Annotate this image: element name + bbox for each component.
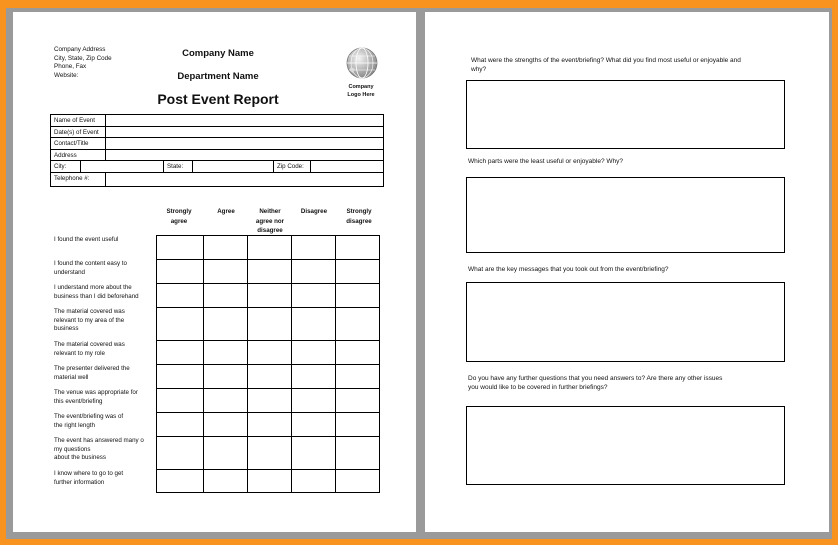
telephone-field[interactable] bbox=[106, 173, 383, 186]
name-of-event-label: Name of Event bbox=[51, 115, 106, 126]
header-strongly-disagree: Strongly disagree bbox=[346, 208, 372, 225]
logo-placeholder-text: Company Logo Here bbox=[347, 84, 375, 98]
header-strongly-agree: Strongly agree bbox=[166, 208, 192, 225]
answer-box-least-useful[interactable] bbox=[466, 177, 785, 253]
contact-label: Contact/Title bbox=[51, 138, 106, 149]
statement-8: The event/briefing was of the right length bbox=[54, 413, 124, 429]
state-label: State: bbox=[163, 161, 192, 172]
statement-3: I understand more about the business than I did beforehand bbox=[54, 284, 139, 300]
question-least-useful: Which parts were the least useful or enjoyable? Why? bbox=[468, 158, 623, 165]
department-name: Department Name bbox=[177, 71, 259, 82]
telephone-label: Telephone #: bbox=[51, 173, 106, 186]
statement-4: The material covered was relevant to my area of the business bbox=[54, 308, 125, 333]
company-address-block bbox=[54, 46, 112, 80]
statement-1: I found the event useful bbox=[54, 236, 119, 243]
zip-field[interactable] bbox=[310, 161, 383, 172]
dates-row bbox=[51, 127, 383, 139]
header-disagree: Disagree bbox=[300, 208, 328, 215]
page-1 bbox=[13, 12, 416, 532]
address-line: City, State, Zip Code bbox=[54, 54, 112, 62]
statement-9: The event has answered many o my questions about the business bbox=[54, 437, 144, 462]
header-agree: Agree bbox=[217, 208, 235, 215]
question-strengths: What were the strengths of the event/briefing? What did you find most useful or enjoyable and why? bbox=[471, 57, 741, 73]
rating-grid[interactable] bbox=[156, 235, 380, 493]
dates-field[interactable] bbox=[106, 127, 383, 138]
zip-label: Zip Code: bbox=[273, 161, 310, 172]
telephone-row bbox=[51, 173, 383, 186]
statement-5: The material covered was relevant to my role bbox=[54, 341, 125, 357]
report-title: Post Event Report bbox=[157, 91, 279, 107]
contact-field[interactable] bbox=[106, 138, 383, 149]
statement-10: I know where to go to get further information bbox=[54, 470, 124, 486]
name-of-event-row bbox=[51, 115, 383, 127]
globe-logo-icon bbox=[346, 47, 378, 79]
dates-label: Date(s) of Event bbox=[51, 127, 106, 138]
address-line: Phone, Fax bbox=[54, 63, 87, 71]
address-field[interactable] bbox=[106, 150, 383, 161]
question-key-messages: What are the key messages that you took out from the event/briefing? bbox=[468, 266, 669, 273]
statement-7: The venue was appropriate for this event/briefing bbox=[54, 389, 138, 405]
statement-6: The presenter delivered the material well bbox=[54, 365, 130, 381]
address-label: Address bbox=[51, 150, 106, 161]
answer-box-key-messages[interactable] bbox=[466, 282, 785, 362]
answer-box-strengths[interactable] bbox=[466, 80, 785, 149]
statement-2: I found the content easy to understand bbox=[54, 260, 127, 276]
answer-box-further[interactable] bbox=[466, 406, 785, 485]
company-name: Company Name bbox=[182, 48, 254, 59]
name-of-event-field[interactable] bbox=[106, 115, 383, 126]
city-label: City: bbox=[54, 163, 67, 171]
address-line: Website: bbox=[54, 71, 79, 79]
city-state-zip-row bbox=[51, 161, 383, 173]
header-neither: Neither agree nor disagree bbox=[255, 208, 285, 234]
city-field[interactable] bbox=[80, 161, 163, 172]
address-row bbox=[51, 150, 383, 162]
state-field[interactable] bbox=[192, 161, 273, 172]
event-info-table bbox=[50, 114, 384, 187]
contact-row bbox=[51, 138, 383, 150]
page-2 bbox=[425, 12, 829, 532]
question-further: Do you have any further questions that you need answers to? Are there any other issues you would like to be covered in further briefings? bbox=[468, 375, 723, 391]
address-line: Company Address bbox=[54, 46, 106, 53]
